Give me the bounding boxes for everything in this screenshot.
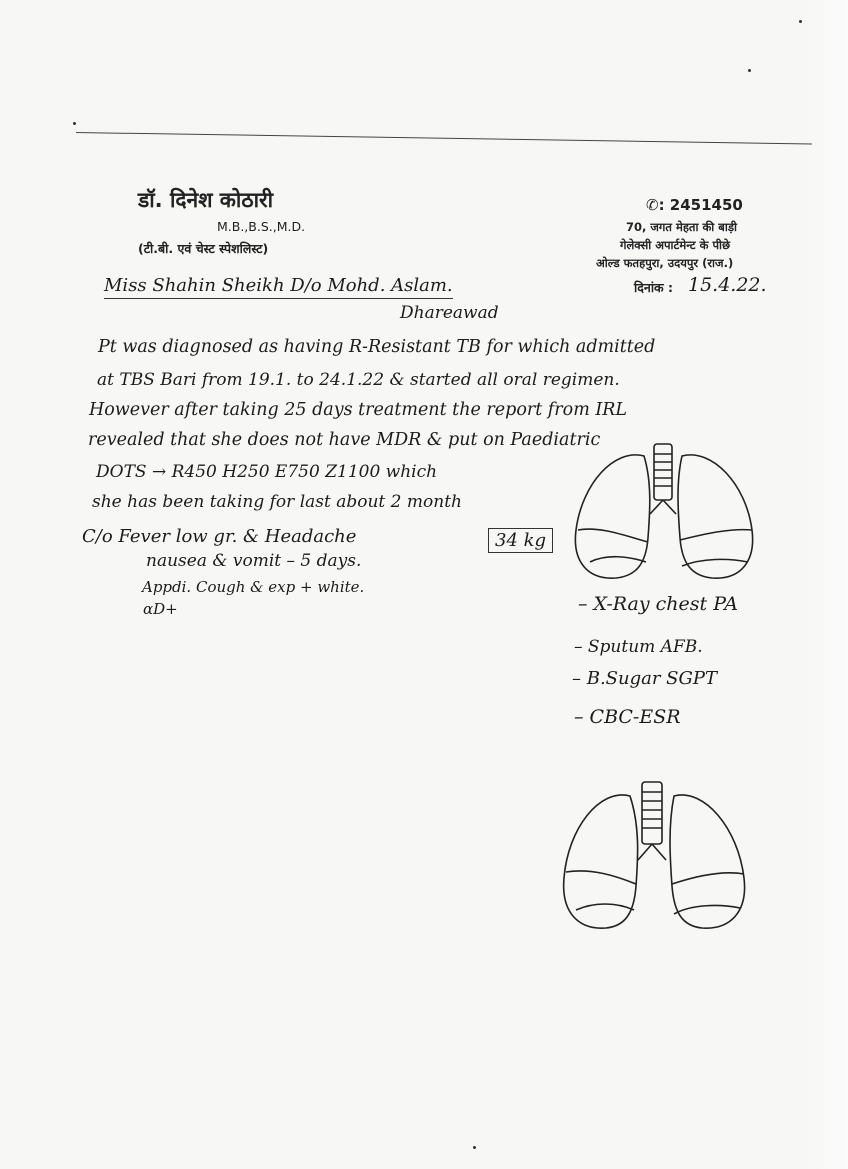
lungs-diagram-icon: [558, 776, 754, 934]
history-line: at TBS Bari from 19.1. to 24.1.22 & started all oral regimen.: [97, 370, 620, 390]
history-line: However after taking 25 days treatment the report from IRL: [89, 400, 628, 420]
paper-edge: [804, 0, 848, 1169]
patient-name: Miss Shahin Sheikh D/o Mohd. Aslam.: [104, 275, 453, 299]
complaint-line: Appdi. Cough & exp + white.: [142, 578, 365, 596]
complaint-line: nausea & vomit – 5 days.: [146, 551, 362, 571]
doctor-specialty: (टी.बी. एवं चेस्ट स्पेशलिस्ट): [138, 241, 269, 256]
doctor-name: डॉ. दिनेश कोठारी: [138, 188, 274, 212]
investigation-item: – CBC-ESR: [574, 706, 681, 728]
doctor-degrees: M.B.,B.S.,M.D.: [217, 219, 306, 234]
complaint-line: αD+: [143, 600, 178, 618]
complaint-line: C/o Fever low gr. & Headache: [82, 526, 357, 547]
speck: [73, 122, 76, 125]
history-line: DOTS → R450 H250 E750 Z1100 which: [96, 462, 438, 482]
clinic-address-line-2: गेलेक्सी अपार्टमेन्ट के पीछे: [620, 238, 731, 252]
letterhead-rule: [76, 132, 812, 145]
prescription-date: 15.4.22.: [688, 274, 767, 296]
history-line: revealed that she does not have MDR & put on Paediatric: [88, 430, 601, 450]
history-line: Pt was diagnosed as having R-Resistant TB for which admitted: [98, 337, 656, 357]
speck: [799, 20, 802, 23]
lungs-diagram-icon: [568, 438, 764, 584]
patient-place: Dhareawad: [400, 303, 499, 323]
date-label: दिनांक :: [634, 280, 674, 295]
speck: [473, 1146, 476, 1149]
investigation-item: – X-Ray chest PA: [578, 593, 738, 615]
clinic-address-line-3: ओल्ड फतहपुरा, उदयपुर (राज.): [596, 256, 734, 270]
history-line: she has been taking for last about 2 month: [92, 492, 462, 512]
clinic-address-line-1: 70, जगत मेहता की बाड़ी: [626, 220, 737, 234]
speck: [748, 69, 751, 72]
clinic-phone: ✆: 2451450: [646, 196, 743, 214]
patient-weight: 34 kg: [488, 528, 553, 553]
investigation-item: – Sputum AFB.: [574, 637, 703, 657]
investigation-item: – B.Sugar SGPT: [572, 668, 718, 689]
